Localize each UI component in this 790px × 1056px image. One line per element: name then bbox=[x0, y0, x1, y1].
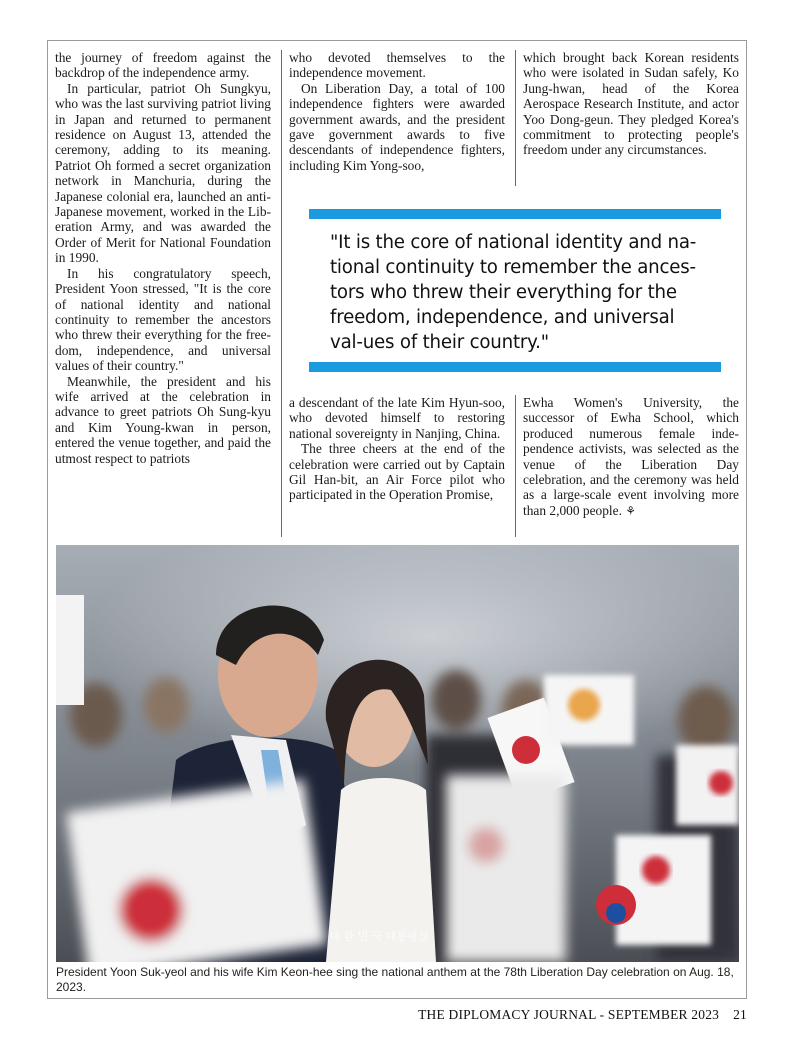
paragraph: The three cheers at the end of the celebration were carried out by Captain Gil Han-bit, an Air Force pilot who participated in the Operation Promise, bbox=[289, 441, 505, 503]
event-photo-illustration bbox=[56, 545, 739, 962]
paragraph: Meanwhile, the president and his wife arrived at the celebration in advance to greet patriots Oh Sung-kyu and Kim Young-kwan in person, entered the venue together, and paid the utmost respect to patriots bbox=[55, 373, 271, 466]
article-column-2-top bbox=[289, 50, 505, 173]
article-column-3-top bbox=[523, 50, 739, 158]
watermark-logo: 대 한 민 국 대통령실 bbox=[329, 930, 429, 943]
column-divider bbox=[281, 50, 282, 537]
column-divider bbox=[515, 395, 516, 537]
page-footer bbox=[418, 1007, 747, 1023]
event-photo bbox=[56, 545, 739, 962]
paragraph: who devoted themselves to the independence movement. bbox=[289, 50, 505, 81]
paragraph: a descendant of the late Kim Hyun-soo, who devoted himself to restoring national sovereignty in Nanjing, China. bbox=[289, 395, 505, 441]
paragraph: On Liberation Day, a total of 100 independence fighters were awarded government awards, and the president gave government awards to five descendants of independence fighters, including Kim Yong-soo, bbox=[289, 80, 505, 173]
paragraph: In particular, patriot Oh Sungkyu, who was the last surviving patriot living in Japan and returned to permanent residence on August 13, attended the ceremony, adding to its meaning. Patriot Oh formed a secret organization network in Manchuria, during the Japanese colonial era, launched an anti-Japanese movement, worked in the Liberation Army, and was awarded the Order of Merit for National Foundation in 1990. bbox=[55, 80, 271, 266]
photo-caption: President Yoon Suk-yeol and his wife Kim Keon-hee sing the national anthem at the 78th Liberation Day celebration on Aug. 18, 2023. bbox=[56, 965, 734, 994]
woman-figure bbox=[326, 660, 436, 962]
paragraph: In his congratulatory speech, President Yoon stressed, "It is the core of national identity and national continuity to remember the ancestors who threw their everything for the freedom, independence, and universal values of their country." bbox=[55, 265, 271, 374]
page-number: 21 bbox=[733, 1007, 747, 1022]
quote-bar-bottom bbox=[309, 362, 721, 372]
journal-name: THE DIPLOMACY JOURNAL - SEPTEMBER 2023 bbox=[418, 1007, 720, 1022]
end-mark-icon: ⚘ bbox=[625, 503, 637, 518]
quote-bar-top bbox=[309, 209, 721, 219]
article-column-3-bottom bbox=[523, 395, 739, 519]
column-divider bbox=[515, 50, 516, 186]
paragraph: which brought back Korean residents who were isolated in Sudan safely, Ko Jung-hwan, head of the Korea Aerospace Research Institute, and actor Yoo Dong-geun. They pledged Korea's commitment to protecting people's freedom under any circumstances. bbox=[523, 50, 739, 158]
pull-quote: "It is the core of national identity and na-tional continuity to remember the ances-tors who threw their everything for the freedom, independence, and universal val-ues of their country." bbox=[330, 232, 697, 353]
article-column-2-bottom bbox=[289, 395, 505, 503]
paragraph: the journey of freedom against the backdrop of the independence army. bbox=[55, 50, 271, 81]
paragraph bbox=[523, 395, 739, 519]
paragraph-text: Ewha Women's University, the successor of Ewha School, which produced numerous female independence activists, was selected as the venue of the Liberation Day celebration, and the ceremony was held as a large-scale event involving more than 2,000 people. bbox=[523, 395, 739, 518]
article-column-1 bbox=[55, 50, 271, 466]
